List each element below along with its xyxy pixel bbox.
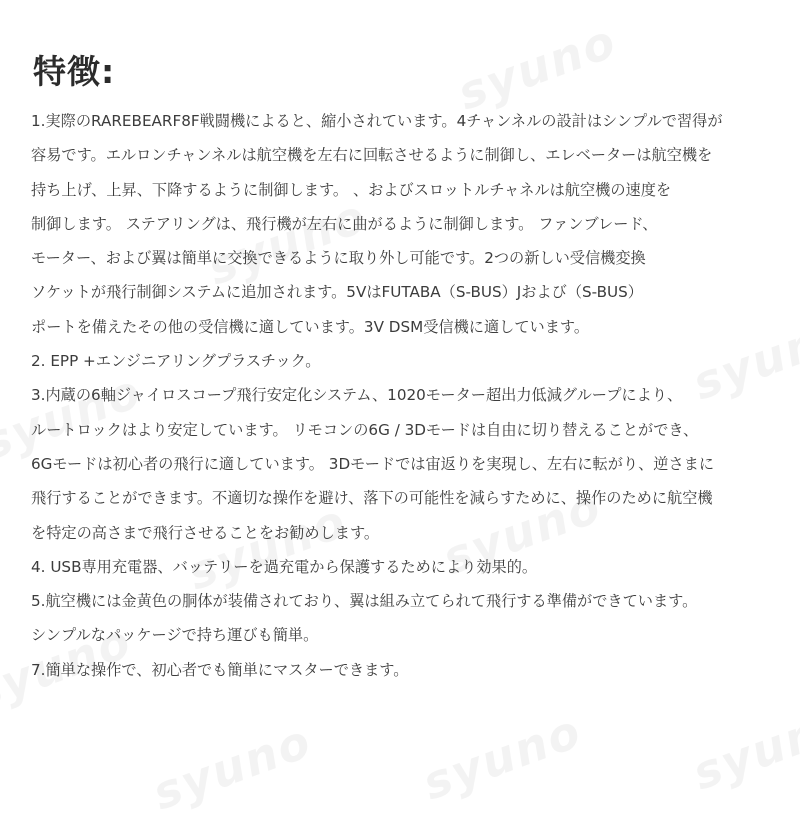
feature-line: 制御します。 ステアリングは、飛行機が左右に曲がるように制御します。 ファンブレード、 (31, 214, 658, 233)
feature-line: 5.航空機には金黄色の胴体が装備されており、翼は組み立てられて飛行する準備ができています。 (31, 592, 698, 611)
feature-line: 持ち上げ、上昇、下降するように制御します。 、およびスロットルチャネルは航空機の速度を (31, 180, 672, 199)
watermark (146, 714, 319, 821)
feature-line: 4. USB専用充電器、バッテリーを過充電から保護するためにより効果的。 (31, 557, 538, 576)
feature-line: 容易です。エルロンチャンネルは航空機を左右に回転させるように制御し、エレベーターは航空機を (31, 146, 713, 165)
feature-line: を特定の高さまで飛行させることをお勧めします。 (31, 523, 380, 542)
feature-line: ソケットが飛行制御システムに追加されます。5VはFUTABA（S-BUS）Jおよび（S-BUS） (31, 283, 643, 302)
feature-line: ポートを備えたその他の受信機に適しています。3V DSM受信機に適しています。 (31, 317, 590, 336)
page-title: 特徴: (33, 52, 116, 91)
feature-line: 6Gモードは初心者の飛行に適しています。 3Dモードでは宙返りを実現し、左右に転がり、逆さまに (31, 454, 715, 473)
feature-line: ルートロックはより安定しています。 リモコンの6G / 3Dモードは自由に切り替えることができ、 (31, 420, 699, 439)
feature-line: 1.実際のRAREBEARF8F戦闘機によると、縮小されています。4チャンネルの設計はシンプルで習得が (31, 112, 723, 130)
feature-line: 7.簡単な操作で、初心者でも簡単にマスターできます。 (31, 660, 409, 679)
feature-text-block (31, 104, 795, 687)
feature-line: 3.内蔵の6軸ジャイロスコープ飛行安定化システム、1020モーター超出力低減グループにより、 (31, 386, 683, 405)
feature-line: 2. EPP +エンジニアリングプラスチック。 (31, 352, 321, 371)
feature-line: 飛行することができます。不適切な操作を避け、落下の可能性を減らすために、操作のために航空機 (31, 489, 713, 508)
feature-line: モーター、および翼は簡単に交換できるように取り外し可能です。2つの新しい受信機変換 (31, 249, 646, 268)
feature-line: シンプルなパッケージで持ち運びも簡単。 (31, 626, 319, 645)
watermark (686, 694, 800, 801)
watermark (416, 704, 589, 811)
